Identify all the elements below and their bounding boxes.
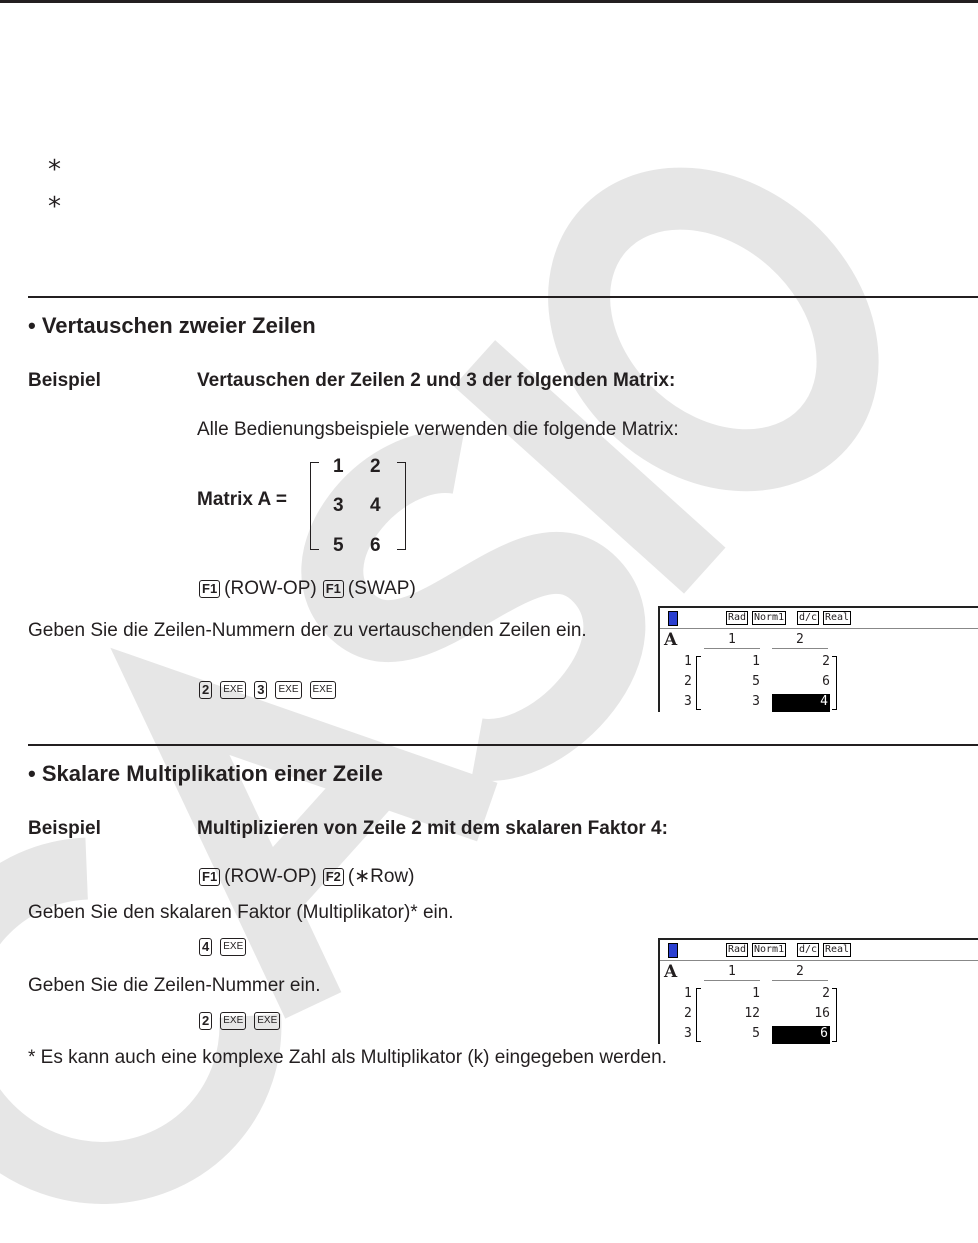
status-tag: Rad — [728, 612, 747, 623]
matrix-name: A — [664, 630, 678, 650]
key-sequence — [199, 1012, 282, 1030]
selected-cell: 6 — [772, 1026, 830, 1044]
matrix-name: A — [664, 962, 678, 982]
instruction-text: Geben Sie die Zeilen-Nummern der zu vertauschenden Zeilen ein. — [28, 620, 587, 641]
matrix-cell: 2 — [822, 986, 830, 1001]
matrix-cell: 6 — [370, 535, 381, 556]
key-exe: EXE — [220, 1012, 246, 1030]
watermark-letter-c — [0, 838, 284, 1235]
row-header: 1 — [684, 986, 692, 1001]
heading-text: Vertauschen zweier Zeilen — [41, 313, 316, 338]
matrix-cell: 2 — [370, 456, 381, 477]
top-rule — [0, 0, 978, 3]
status-tag: Norm1 — [754, 612, 785, 623]
matrix-cell: 1 — [333, 456, 344, 477]
note-text: Alle Bedienungsbeispiele verwenden die folgende Matrix: — [197, 419, 679, 440]
watermark-letter-i — [474, 363, 704, 570]
watermark-letter-o — [526, 145, 900, 514]
calculator-screen — [658, 938, 978, 1044]
key-label: (ROW-OP) — [224, 865, 317, 887]
f1-key: F1 — [199, 868, 220, 886]
matrix-cell: 12 — [744, 1006, 760, 1021]
key-label: (ROW-OP) — [224, 578, 317, 599]
key-3: 3 — [254, 681, 267, 699]
matrix-cell: 3 — [752, 694, 760, 709]
key-exe: EXE — [220, 938, 246, 956]
matrix-cell: 5 — [752, 674, 760, 689]
section-heading: • Vertauschen zweier Zeilen — [28, 313, 316, 338]
key-label: (∗Row) — [347, 866, 415, 887]
key-sequence — [199, 578, 416, 600]
row-header: 2 — [684, 1006, 692, 1021]
f1-key: F1 — [323, 580, 344, 598]
f2-key: F2 — [323, 868, 344, 886]
key-exe: EXE — [310, 681, 336, 699]
matrix-label: Matrix A = — [197, 489, 287, 510]
key-sequence — [199, 938, 248, 956]
selected-cell: 4 — [772, 694, 830, 712]
key-exe: EXE — [220, 681, 246, 699]
status-tag: Rad — [728, 944, 747, 955]
row-header: 2 — [684, 674, 692, 689]
matrix-a — [310, 456, 406, 556]
example-text: Multiplizieren von Zeile 2 mit dem skalaren Faktor 4: — [197, 818, 668, 839]
key-sequence — [199, 681, 338, 699]
key-exe: EXE — [254, 1012, 280, 1030]
instruction-text: Geben Sie die Zeilen-Nummer ein. — [28, 975, 321, 996]
matrix-cell: 1 — [752, 986, 760, 1001]
col-header: 1 — [728, 964, 736, 979]
key-label: (SWAP) — [347, 578, 416, 599]
calculator-screen — [658, 606, 978, 712]
section-heading: • Skalare Multiplikation einer Zeile — [28, 761, 383, 786]
example-text: Vertauschen der Zeilen 2 und 3 der folgenden Matrix: — [197, 370, 676, 391]
instruction-text: Geben Sie den skalaren Faktor (Multiplikator)* ein. — [28, 902, 454, 923]
bullet-asterisk: * — [48, 155, 61, 185]
f1-key: F1 — [199, 580, 220, 598]
key-sequence — [199, 865, 414, 888]
example-label: Beispiel — [28, 370, 101, 391]
footnote: * Es kann auch eine komplexe Zahl als Multiplikator (k) eingegeben werden. — [28, 1047, 667, 1068]
matrix-cell: 5 — [333, 535, 344, 556]
status-bar — [660, 940, 978, 961]
matrix-cell: 3 — [333, 495, 344, 516]
key-2: 2 — [199, 681, 212, 699]
matrix-cell: 4 — [370, 495, 381, 516]
battery-icon — [668, 943, 678, 958]
row-header: 3 — [684, 694, 692, 709]
status-tag: Norm1 — [754, 944, 785, 955]
watermark-letter-a — [83, 605, 487, 1006]
status-tag: d/c — [799, 612, 818, 623]
status-tag: Real — [825, 612, 850, 623]
example-label: Beispiel — [28, 818, 101, 839]
row-header: 3 — [684, 1026, 692, 1041]
matrix-cell: 5 — [752, 1026, 760, 1041]
col-header: 1 — [728, 632, 736, 647]
key-exe: EXE — [275, 681, 301, 699]
status-bar — [660, 608, 978, 629]
section-divider — [28, 296, 978, 298]
key-2: 2 — [199, 1012, 212, 1030]
matrix-cell: 16 — [814, 1006, 830, 1021]
key-4: 4 — [199, 938, 212, 956]
col-header: 2 — [796, 632, 804, 647]
status-tag: Real — [825, 944, 850, 955]
matrix-cell: 6 — [822, 674, 830, 689]
bullet-asterisk: * — [48, 192, 61, 222]
battery-icon — [668, 611, 678, 626]
heading-text: Skalare Multiplikation einer Zeile — [41, 761, 383, 786]
col-header: 2 — [796, 964, 804, 979]
matrix-cell: 2 — [822, 654, 830, 669]
matrix-cell: 1 — [752, 654, 760, 669]
row-header: 1 — [684, 654, 692, 669]
section-divider — [28, 744, 978, 746]
status-tag: d/c — [799, 944, 818, 955]
